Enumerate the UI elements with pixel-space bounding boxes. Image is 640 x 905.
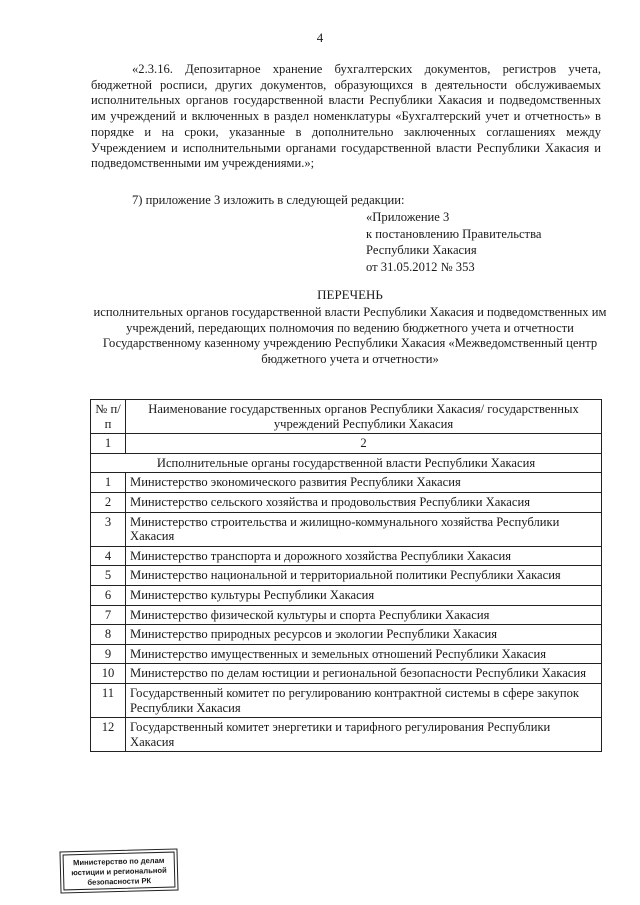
row-organization-name: Министерство национальной и территориальной политики Республики Хакасия xyxy=(126,566,602,586)
table-row xyxy=(91,512,602,546)
appendix-line: от 31.05.2012 № 353 xyxy=(366,259,475,274)
row-number: 4 xyxy=(91,546,126,566)
table-header-row xyxy=(91,400,602,434)
row-organization-name: Министерство физической культуры и спорта Республики Хакасия xyxy=(126,605,602,625)
row-number: 1 xyxy=(91,473,126,493)
appendix-line: к постановлению Правительства xyxy=(366,226,542,241)
row-organization-name: Министерство культуры Республики Хакасия xyxy=(126,585,602,605)
column-number-2: 2 xyxy=(126,434,602,454)
organizations-table xyxy=(90,399,602,752)
row-organization-name: Министерство экономического развития Республики Хакасия xyxy=(126,473,602,493)
column-number-1: 1 xyxy=(91,434,126,454)
row-organization-name: Министерство строительства и жилищно-коммунального хозяйства Республики Хакасия xyxy=(126,512,602,546)
table-row xyxy=(91,644,602,664)
section-title: Исполнительные органы государственной власти Республики Хакасия xyxy=(91,453,602,473)
row-number: 9 xyxy=(91,644,126,664)
row-number: 10 xyxy=(91,664,126,684)
table-row xyxy=(91,585,602,605)
row-number: 2 xyxy=(91,492,126,512)
document-subtitle: исполнительных органов государственной власти Республики Хакасия и подведомственных им учреждений, передающих полномочия по ведению бюджетного учета и отчетности Государственному казенному учреждению Республики Хакасия «Межведомственный центр бюджетного учета и отчетности» xyxy=(93,305,607,366)
table-row xyxy=(91,718,602,752)
appendix-line: «Приложение 3 xyxy=(366,210,450,224)
header-name-cell: Наименование государственных органов Республики Хакасия/ государственных учреждений Республики Хакасия xyxy=(126,400,602,434)
appendix-line: Республики Хакасия xyxy=(366,243,477,258)
stamp-line: юстиции и региональной xyxy=(71,865,167,878)
header-num-cell: № п/п xyxy=(91,400,126,434)
row-organization-name: Министерство имущественных и земельных отношений Республики Хакасия xyxy=(126,644,602,664)
row-number: 6 xyxy=(91,585,126,605)
table-row xyxy=(91,473,602,493)
appendix-reference-block xyxy=(366,209,541,275)
item-7-text: 7) приложение 3 изложить в следующей редакции: xyxy=(132,193,405,207)
table-row xyxy=(91,683,602,717)
paragraph-2-3-16 xyxy=(91,62,601,172)
table-row xyxy=(91,492,602,512)
paragraph-text: «2.3.16. Депозитарное хранение бухгалтерских документов, регистров учета, бюджетной росписи, других документов, образующихся в деятельности обслуживаемых исполнительных органов государственной власти Республики Хакасия и подведомственных им учреждений и включенных в раздел номенклатуры «Бухгалтерский учет и отчетность» в порядке и на сроки, указанные в дополнительно заключенных соглашениях между Учреждением и исполнительными органами государственной власти Республики Хакасия и подведомственными им учреждениями.»; xyxy=(91,62,601,171)
registration-stamp xyxy=(63,852,176,891)
row-organization-name: Министерство природных ресурсов и экологии Республики Хакасия xyxy=(126,625,602,645)
row-number: 7 xyxy=(91,605,126,625)
row-organization-name: Государственный комитет энергетики и тарифного регулирования Республики Хакасия xyxy=(126,718,602,752)
stamp-line: Министерство по делам xyxy=(72,855,165,868)
row-organization-name: Министерство сельского хозяйства и продовольствия Республики Хакасия xyxy=(126,492,602,512)
table-row xyxy=(91,605,602,625)
document-heading: ПЕРЕЧЕНЬ xyxy=(317,287,383,302)
section-row xyxy=(91,453,602,473)
table-row xyxy=(91,625,602,645)
table-row xyxy=(91,664,602,684)
row-number: 3 xyxy=(91,512,126,546)
row-organization-name: Министерство по делам юстиции и региональной безопасности Республики Хакасия xyxy=(126,664,602,684)
table-row xyxy=(91,546,602,566)
row-organization-name: Министерство транспорта и дорожного хозяйства Республики Хакасия xyxy=(126,546,602,566)
column-number-row xyxy=(91,434,602,454)
row-number: 11 xyxy=(91,683,126,717)
row-number: 5 xyxy=(91,566,126,586)
row-number: 8 xyxy=(91,625,126,645)
row-organization-name: Государственный комитет по регулированию контрактной системы в сфере закупок Республики Хакасия xyxy=(126,683,602,717)
table-row xyxy=(91,566,602,586)
stamp-line: безопасности РК xyxy=(87,876,152,887)
row-number: 12 xyxy=(91,718,126,752)
page-number: 4 xyxy=(316,30,324,45)
